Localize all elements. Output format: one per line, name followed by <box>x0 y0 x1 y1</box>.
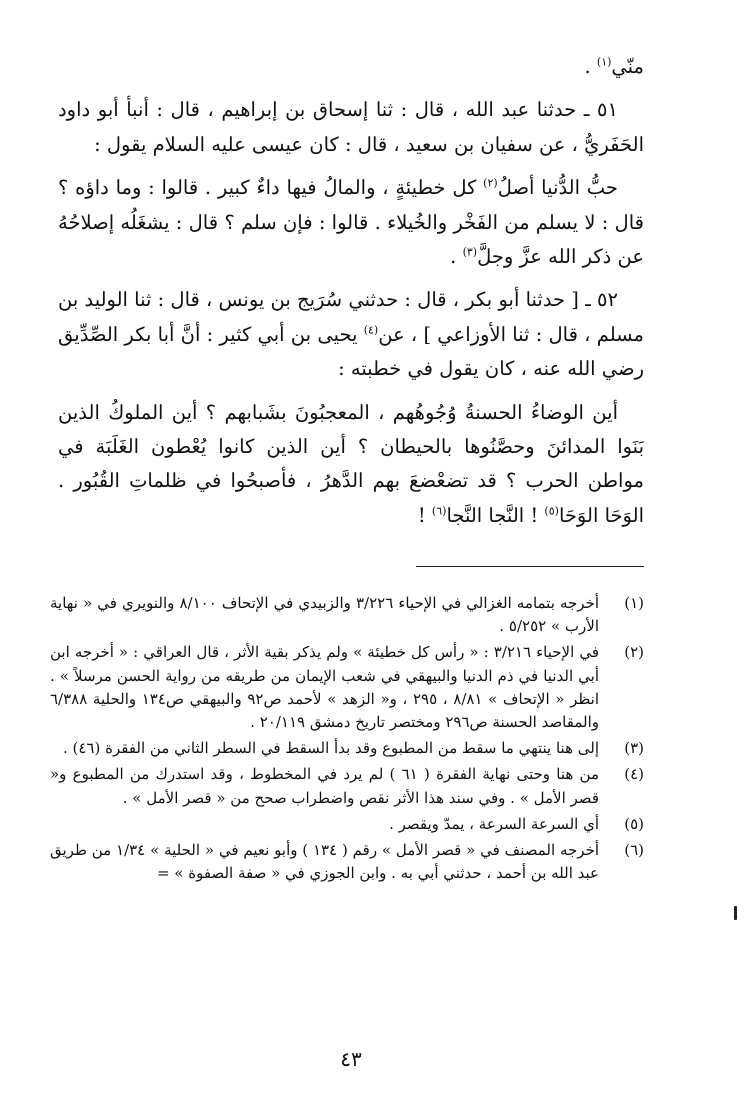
footnote-text: أخرجه بتمامه الغزالي في الإحياء ٣/٢٢٦ والزبيدي في الإتحاف ٨/١٠٠ والنويري في « نهاية الأرب » ٥/٢٥٢ . <box>50 594 599 636</box>
text-run: حبُّ الدُّنيا أصلُ <box>497 176 618 200</box>
footnote <box>50 813 644 836</box>
footnote-number: (٦) <box>624 841 644 860</box>
footnote <box>50 763 644 809</box>
footnote-ref: (٤) <box>363 323 379 337</box>
footnote-text: أخرجه المصنف في « قصر الأمل » رقم ( ١٣٤ ) وأبو نعيم في « الحلية » ١/٣٤ من طريق عبد الله بن أحمد ، حدثني أبي به . وابن الجوزي في « صفة الصفوة » = <box>50 841 600 883</box>
footnote-separator <box>416 566 644 567</box>
text-run: أين الوضاءُ الحسنةُ وُجُوهُهم ، المعجبُونَ بشَبابهم ؟ أين الملوكُ الذين بَنَوا المدائنَ وحصَّنُوها بالحيطان ؟ أين الذين كانوا يُعْطون الغَلَبَة في مواطن الحرب ؟ قد تضعْضعَ بهم الدَّهرُ ، فأصبحُوا في ظلماتِ القُبُور . الوَحَا الوَحَا <box>58 400 644 527</box>
footnote <box>50 839 644 885</box>
paragraph-51: ٥١ ـ حدثنا عبد الله ، قال : ثنا إسحاق بن إبراهيم ، قال : أنبأ أبو داود الحَفَريُّ ، عن سفيان بن سعيد ، قال : كان عيسى عليه السلام يقول : <box>58 98 644 156</box>
text-run: ! النَّجا النَّجا <box>446 503 545 527</box>
footnote-ref: (٥) <box>544 504 559 518</box>
footnotes <box>50 592 644 888</box>
main-text <box>58 50 644 533</box>
footnote-text: إلى هنا ينتهي ما سقط من المطبوع وقد بدأ السقط في السطر الثاني من الفقرة (٤٦) . <box>62 739 599 758</box>
footnote-number: (٥) <box>624 814 644 833</box>
paragraph-52 <box>58 283 644 386</box>
text-run: . <box>450 245 463 269</box>
footnote-number: (١) <box>624 594 644 612</box>
text-run: ! <box>417 503 432 527</box>
quote-52 <box>58 396 644 534</box>
footnote <box>50 737 644 760</box>
footnote-ref: (٣) <box>462 245 478 259</box>
footnote-text: في الإحياء ٣/٢١٦ : « رأس كل خطيئة » ولم يذكر بقية الأثر ، قال العراقي : « أخرجه ابن أبي الدنيا في ذم الدنيا والبيهقي في شعب الإيمان من طريقه من رواية الحسن مرسلاً » . انظر « الإتحاف » ٨/٨١ ، ٢٩٥ ، و« الزهد » لأحمد ص٩٢ والبيهقي ص١٣٤ والحلية ٦/٣٨٨ والمقاصد الحسنة ص٢٩٦ ومختصر تاريخ دمشق ٢٠/١١٩ . <box>50 643 599 732</box>
text-run: كل خطيئةٍ ، والمالُ فيها داءٌ كبير . قالوا : وما داؤه ؟ قال : لا يسلم من الفَخْر والخُيلاء . قالوا : فإن سلم ؟ قال : يشغَلُه إصلاحُهُ عن ذكر الله عزَّ وجلَّ <box>58 176 644 269</box>
quote-51 <box>58 171 644 274</box>
margin-mark <box>734 906 737 920</box>
text-run: يحيى بن أبي كثير : أنَّ أبا بكر الصِّدِّيق رضي الله عنه ، كان يقول في خطبته : <box>58 322 644 381</box>
page-number: ٤٣ <box>340 1047 362 1071</box>
footnote-number: (٢) <box>624 643 644 662</box>
text-run: ٥٢ ـ [ حدثنا أبو بكر ، قال : حدثني سُرَيج بن يونس ، قال : ثنا الوليد بن مسلم ، قال : ثنا الأوزاعي ] ، عن <box>58 288 644 346</box>
footnote-number: (٤) <box>624 765 644 784</box>
text-run: منّي <box>611 55 644 78</box>
footnote-ref: (١) <box>596 55 612 69</box>
footnote-text: من هنا وحتى نهاية الفقرة ( ٦١ ) لم يرد في المخطوط ، وقد استدرك من المطبوع و« قصر الأمل » . وفي سند هذا الأثر نقص واضطراب صحح من « قصر الأمل » . <box>50 765 599 807</box>
footnote-ref: (٦) <box>431 504 447 518</box>
footnote-text: أي السرعة السرعة ، يمدّ ويقصر . <box>389 814 599 833</box>
continuation-line <box>58 50 644 84</box>
footnote-number: (٣) <box>624 739 644 758</box>
footnote <box>50 592 644 638</box>
footnote-ref: (٢) <box>483 176 498 190</box>
text-run: . <box>584 55 591 78</box>
footnote <box>50 641 644 734</box>
